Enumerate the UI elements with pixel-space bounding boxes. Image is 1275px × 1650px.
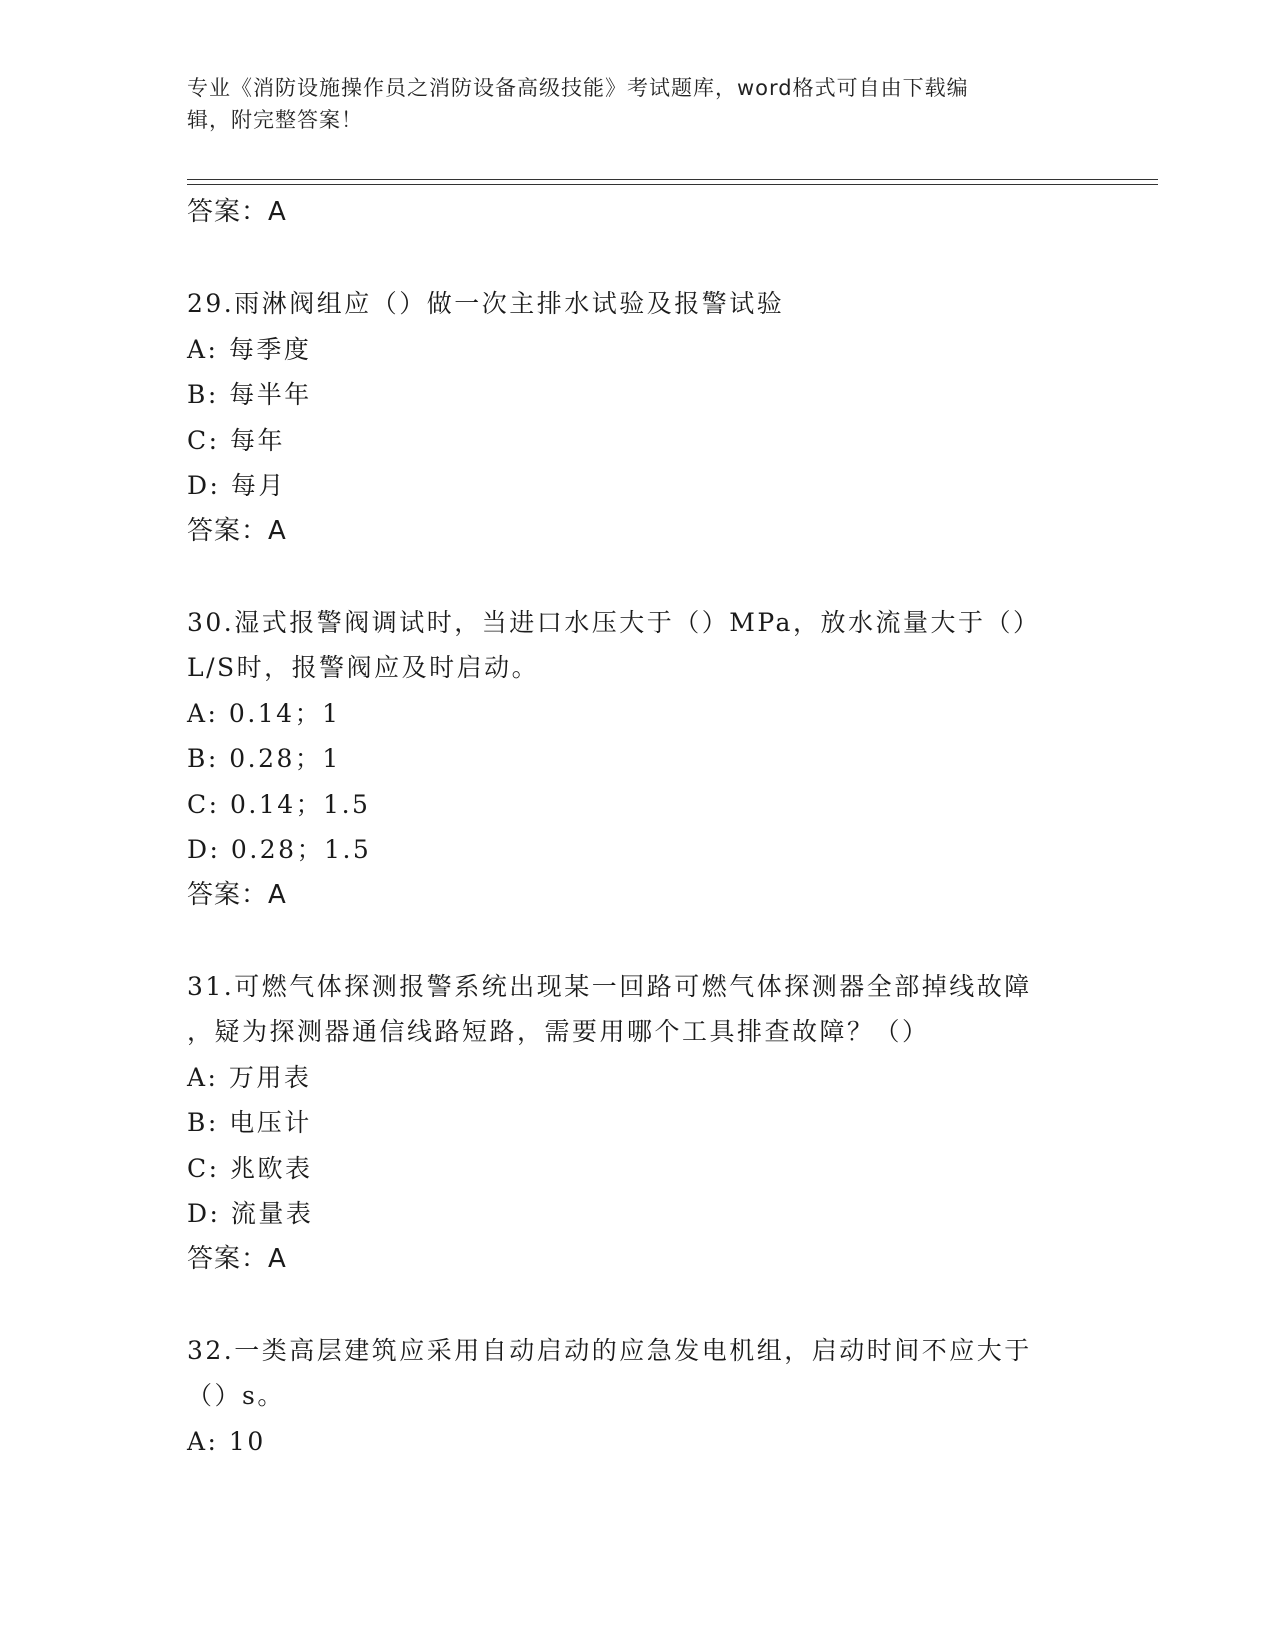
option-a: A: 万用表 (187, 1062, 312, 1092)
header-line-2: 辑，附完整答案！ (187, 108, 363, 132)
question-30 (187, 600, 1087, 919)
spacer (187, 1282, 1087, 1328)
option-a: A: 每季度 (187, 334, 312, 364)
question-29 (187, 281, 1087, 554)
question-32 (187, 1328, 1087, 1465)
header-rule-bottom (187, 184, 1158, 185)
question-text: 32.一类高层建筑应采用自动启动的应急发电机组，启动时间不应大于 (187, 1335, 1032, 1365)
option-d: D: 每月 (187, 471, 286, 500)
option-b: B: 每半年 (187, 380, 312, 409)
header-rule-top (187, 179, 1158, 180)
spacer (187, 236, 1087, 282)
question-text-continued: L/S时，报警阀应及时启动。 (187, 653, 540, 682)
option-b: B: 0.28；1 (187, 744, 341, 773)
answer-line: 答案：A (187, 1243, 287, 1274)
spacer (187, 918, 1087, 964)
answer-line: 答案：A (187, 197, 287, 227)
page-header (187, 72, 1067, 136)
document-body (187, 190, 1087, 1464)
question-31 (187, 964, 1087, 1283)
option-d: D: 0.28；1.5 (187, 835, 372, 864)
answer-line: 答案：A (187, 515, 287, 546)
option-d: D: 流量表 (187, 1199, 314, 1228)
option-a: A: 0.14；1 (187, 698, 341, 728)
question-text: 29.雨淋阀组应（）做一次主排水试验及报警试验 (187, 289, 785, 318)
answer-line: 答案：A (187, 879, 287, 910)
option-c: C: 0.14；1.5 (187, 789, 371, 819)
question-text-continued: （）s。 (187, 1381, 285, 1410)
question-text: 30.湿式报警阀调试时，当进口水压大于（）MPa，放水流量大于（） (187, 607, 1041, 637)
option-a: A: 10 (187, 1426, 266, 1456)
option-b: B: 电压计 (187, 1108, 312, 1137)
header-line-1: 专业《消防设施操作员之消防设备高级技能》考试题库，word格式可自由下载编 (187, 76, 969, 100)
question-text: 31.可燃气体探测报警系统出现某一回路可燃气体探测器全部掉线故障 (187, 971, 1032, 1001)
spacer (187, 554, 1087, 600)
question-text-continued: ，疑为探测器通信线路短路，需要用哪个工具排查故障？（） (187, 1017, 930, 1046)
option-c: C: 兆欧表 (187, 1153, 313, 1183)
option-c: C: 每年 (187, 425, 285, 455)
